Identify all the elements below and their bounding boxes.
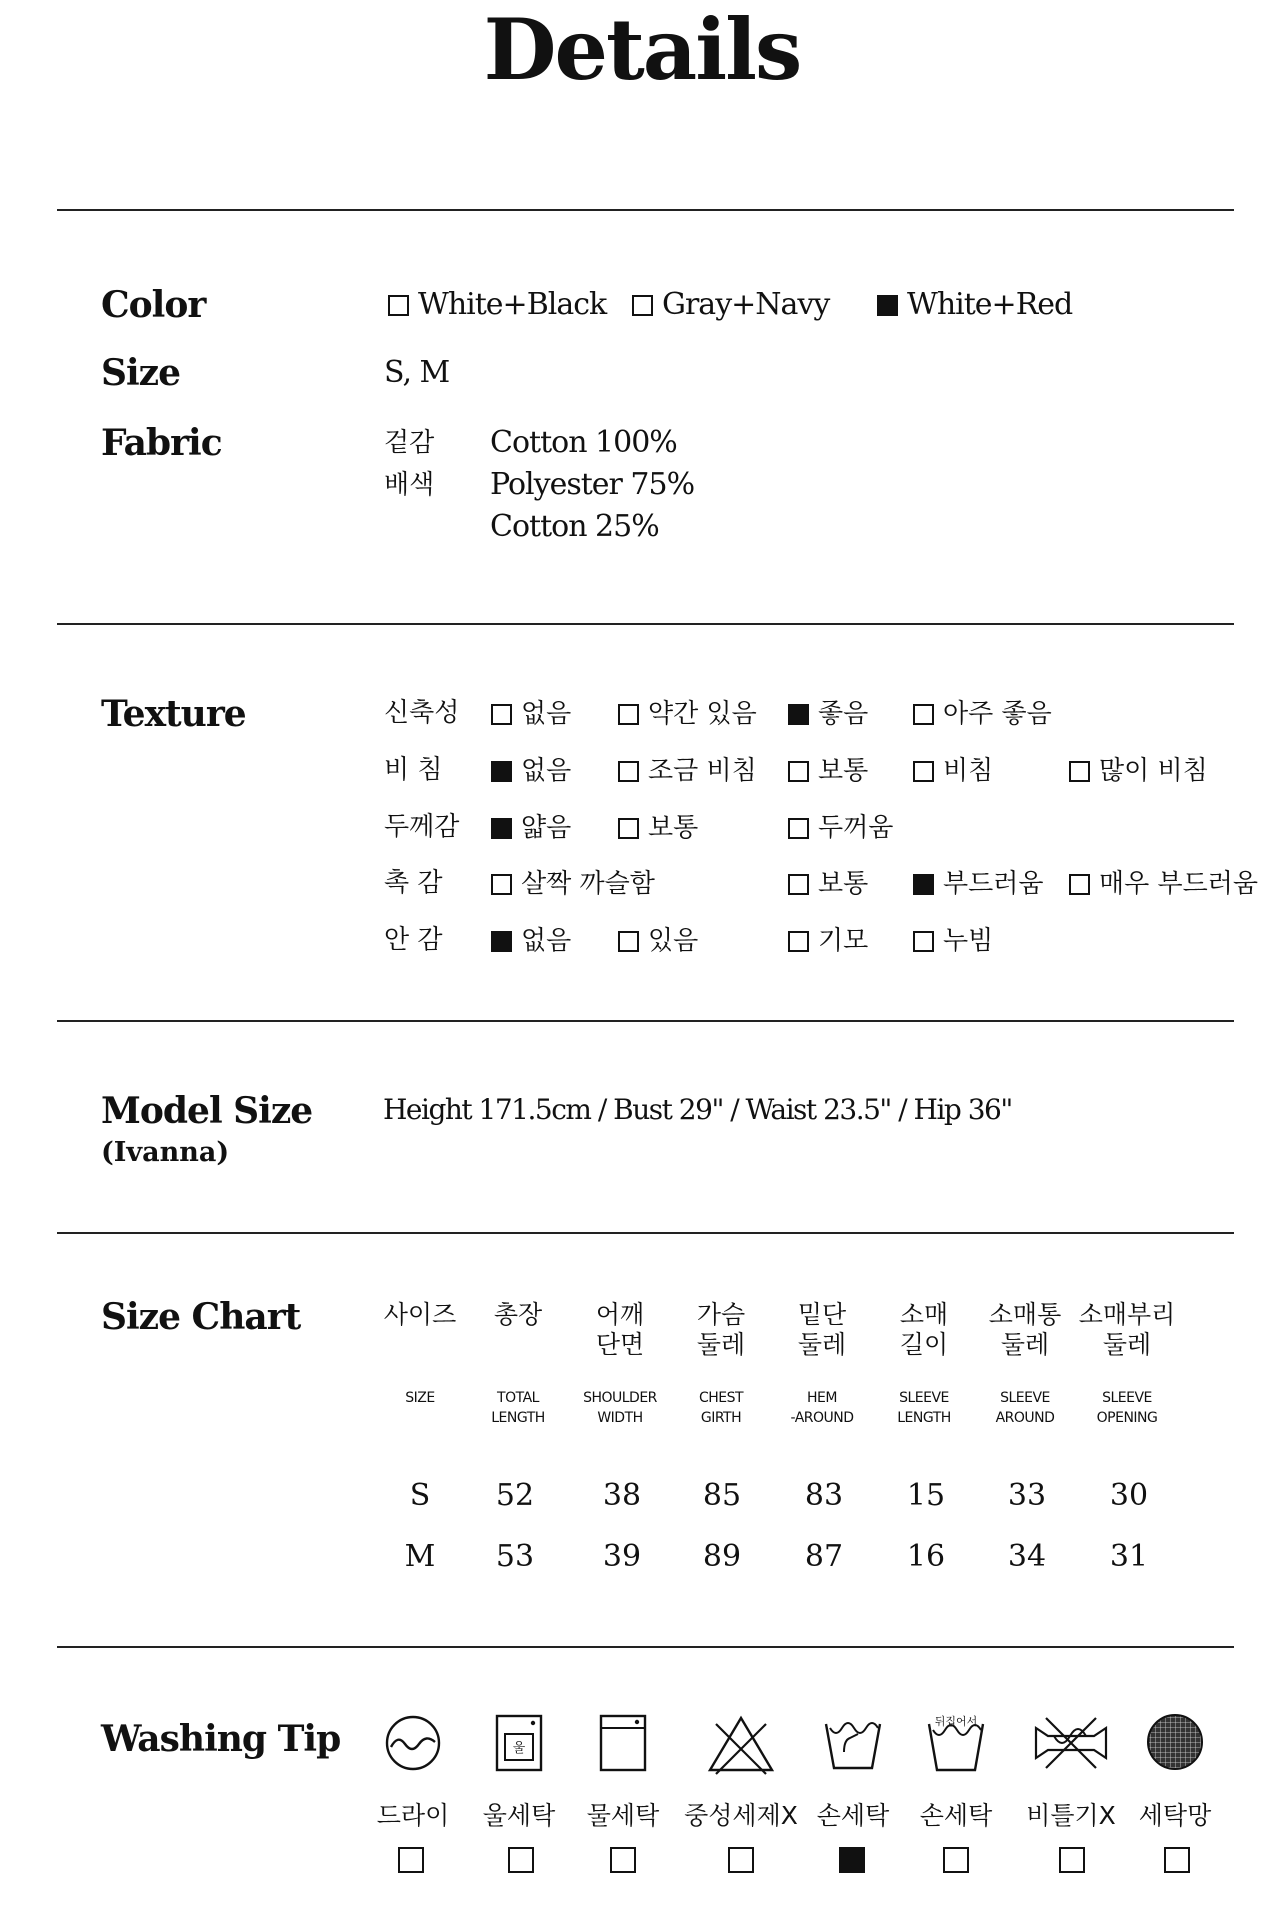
checkbox-checked[interactable] [788, 704, 809, 725]
washing-label: 드라이 [376, 1801, 450, 1830]
fabric-material: Cotton 25% [490, 509, 659, 544]
checkbox[interactable] [1069, 874, 1090, 895]
checkbox[interactable] [618, 931, 639, 952]
size-label: Size [101, 352, 181, 394]
texture-option[interactable]: 누빔 [913, 928, 993, 954]
fabric-label: Fabric [101, 422, 222, 464]
size-chart-cell: 52 [495, 1478, 535, 1513]
size-chart-cell: 30 [1109, 1478, 1149, 1513]
hand-wash-inside-out-icon [925, 1712, 987, 1776]
svg-text:울: 울 [512, 1741, 526, 1756]
washing-checkbox[interactable] [1164, 1847, 1190, 1873]
size-chart-header-ko: 가슴 둘레 [696, 1300, 746, 1359]
checkbox-checked[interactable] [491, 818, 512, 839]
size-chart-label: Size Chart [101, 1296, 301, 1338]
washing-checkbox[interactable] [508, 1847, 534, 1873]
size-chart-header-ko: 사이즈 [383, 1300, 457, 1329]
fabric-part: 겉감 [384, 428, 435, 458]
checkbox[interactable] [913, 931, 934, 952]
checkbox[interactable] [1069, 761, 1090, 782]
size-chart-cell: 16 [906, 1539, 946, 1574]
no-neutral-detergent-icon [704, 1712, 778, 1776]
model-name: (Ivanna) [101, 1137, 230, 1168]
size-chart-header-ko: 소매부리 둘레 [1078, 1300, 1176, 1359]
svg-text:뒤집어서: 뒤집어서 [934, 1715, 978, 1728]
divider [57, 1020, 1234, 1022]
texture-option[interactable]: 비침 [913, 758, 993, 784]
checkbox-checked[interactable] [877, 295, 898, 316]
checkbox[interactable] [618, 704, 639, 725]
texture-option[interactable]: 있음 [618, 928, 698, 954]
size-chart-header-en: SLEEVE LENGTH [897, 1390, 951, 1427]
texture-option[interactable]: 두꺼움 [788, 815, 893, 841]
fabric-part: 배색 [384, 470, 435, 500]
texture-row-name: 안 감 [384, 925, 443, 955]
size-chart-header-en: SLEEVE OPENING [1096, 1390, 1158, 1427]
page-title: Details [483, 0, 801, 99]
washing-label: 비틀기X [1026, 1801, 1116, 1830]
texture-option[interactable]: 살짝 까슬함 [491, 871, 655, 897]
checkbox[interactable] [913, 761, 934, 782]
size-chart-header-ko: 소매통 둘레 [988, 1300, 1062, 1359]
dry-clean-icon [382, 1712, 444, 1774]
checkbox-checked[interactable] [491, 761, 512, 782]
model-size-label: Model Size [101, 1090, 313, 1132]
color-option-white-black[interactable]: White+Black [388, 290, 606, 320]
checkbox[interactable] [788, 874, 809, 895]
washing-label: 물세탁 [586, 1801, 660, 1830]
texture-row-name: 신축성 [384, 698, 460, 728]
size-chart-cell: 83 [804, 1478, 844, 1513]
checkbox[interactable] [491, 704, 512, 725]
washing-checkbox[interactable] [728, 1847, 754, 1873]
checkbox[interactable] [788, 761, 809, 782]
size-chart-cell: 34 [1007, 1539, 1047, 1574]
size-chart-cell: M [404, 1539, 436, 1574]
size-chart-cell: S [409, 1478, 431, 1513]
washing-label: 울세탁 [482, 1801, 556, 1830]
size-chart-cell: 85 [702, 1478, 742, 1513]
washing-tip-label: Washing Tip [101, 1718, 341, 1760]
size-chart-header-ko: 어깨 단면 [595, 1300, 645, 1359]
washing-checkbox[interactable] [943, 1847, 969, 1873]
checkbox-checked[interactable] [491, 931, 512, 952]
fabric-material: Polyester 75% [490, 467, 695, 502]
texture-option[interactable]: 아주 좋음 [913, 701, 1052, 727]
texture-option[interactable]: 매우 부드러움 [1069, 871, 1258, 897]
fabric-material: Cotton 100% [490, 425, 677, 460]
size-chart-header-ko: 밑단 둘레 [797, 1300, 847, 1359]
texture-option[interactable]: 약간 있음 [618, 701, 757, 727]
size-chart-cell: 38 [602, 1478, 642, 1513]
size-chart-header-en: SHOULDER WIDTH [583, 1390, 657, 1427]
water-wash-icon [595, 1712, 651, 1774]
checkbox[interactable] [388, 295, 409, 316]
washing-checkbox[interactable] [1059, 1847, 1085, 1873]
washing-checkbox[interactable] [398, 1847, 424, 1873]
washing-label: 손세탁 [919, 1801, 993, 1830]
texture-option[interactable]: 없음 [491, 701, 571, 727]
checkbox[interactable] [913, 704, 934, 725]
checkbox[interactable] [632, 295, 653, 316]
size-chart-cell: 39 [602, 1539, 642, 1574]
wool-wash-icon [491, 1712, 547, 1774]
size-chart-cell: 87 [804, 1539, 844, 1574]
size-chart-cell: 31 [1109, 1539, 1149, 1574]
size-chart-cell: 33 [1007, 1478, 1047, 1513]
model-measurements: Height 171.5cm / Bust 29" / Waist 23.5" / Hip 36" [383, 1093, 1012, 1126]
washing-checkbox-checked[interactable] [839, 1847, 865, 1873]
washing-label: 손세탁 [816, 1801, 890, 1830]
divider [57, 623, 1234, 625]
checkbox[interactable] [618, 818, 639, 839]
checkbox[interactable] [788, 818, 809, 839]
size-chart-cell: 15 [906, 1478, 946, 1513]
texture-option[interactable]: 없음 [491, 758, 571, 784]
texture-option[interactable]: 기모 [788, 928, 868, 954]
divider [57, 1232, 1234, 1234]
texture-option[interactable]: 없음 [491, 928, 571, 954]
size-chart-header-en: TOTAL LENGTH [491, 1390, 545, 1427]
checkbox[interactable] [491, 874, 512, 895]
washing-label: 중성세제X [684, 1801, 798, 1830]
divider [57, 1646, 1234, 1648]
color-option-white-red[interactable]: White+Red [877, 290, 1072, 320]
hand-wash-icon [822, 1712, 884, 1774]
texture-option[interactable]: 얇음 [491, 815, 571, 841]
size-chart-header-ko: 소매 길이 [899, 1300, 949, 1359]
no-wring-icon [1032, 1712, 1110, 1774]
size-value: S, M [384, 355, 450, 390]
checkbox-checked[interactable] [913, 874, 934, 895]
divider [57, 209, 1234, 211]
texture-row-name: 촉 감 [384, 868, 443, 898]
texture-option[interactable]: 많이 비침 [1069, 758, 1208, 784]
texture-option[interactable]: 보통 [788, 758, 868, 784]
texture-option[interactable]: 좋음 [788, 701, 868, 727]
color-option-gray-navy[interactable]: Gray+Navy [632, 290, 829, 320]
texture-option[interactable]: 부드러움 [913, 871, 1043, 897]
texture-label: Texture [101, 693, 246, 735]
size-chart-header-en: HEM -AROUND [790, 1390, 854, 1427]
washing-checkbox[interactable] [610, 1847, 636, 1873]
size-chart-cell: 53 [495, 1539, 535, 1574]
size-chart-cell: 89 [702, 1539, 742, 1574]
size-chart-header-en: CHEST GIRTH [698, 1390, 744, 1427]
color-label: Color [101, 284, 206, 326]
laundry-net-icon [1145, 1712, 1205, 1772]
size-chart-header-ko: 총장 [493, 1300, 543, 1329]
size-chart-header-en: SLEEVE AROUND [995, 1390, 1055, 1427]
texture-option[interactable]: 보통 [788, 871, 868, 897]
size-chart-header-en: SIZE [405, 1390, 435, 1406]
checkbox[interactable] [788, 931, 809, 952]
texture-row-name: 비 침 [384, 755, 443, 785]
washing-label: 세탁망 [1138, 1801, 1212, 1830]
checkbox[interactable] [618, 761, 639, 782]
texture-row-name: 두께감 [384, 812, 460, 842]
texture-option[interactable]: 조금 비침 [618, 758, 757, 784]
texture-option[interactable]: 보통 [618, 815, 698, 841]
